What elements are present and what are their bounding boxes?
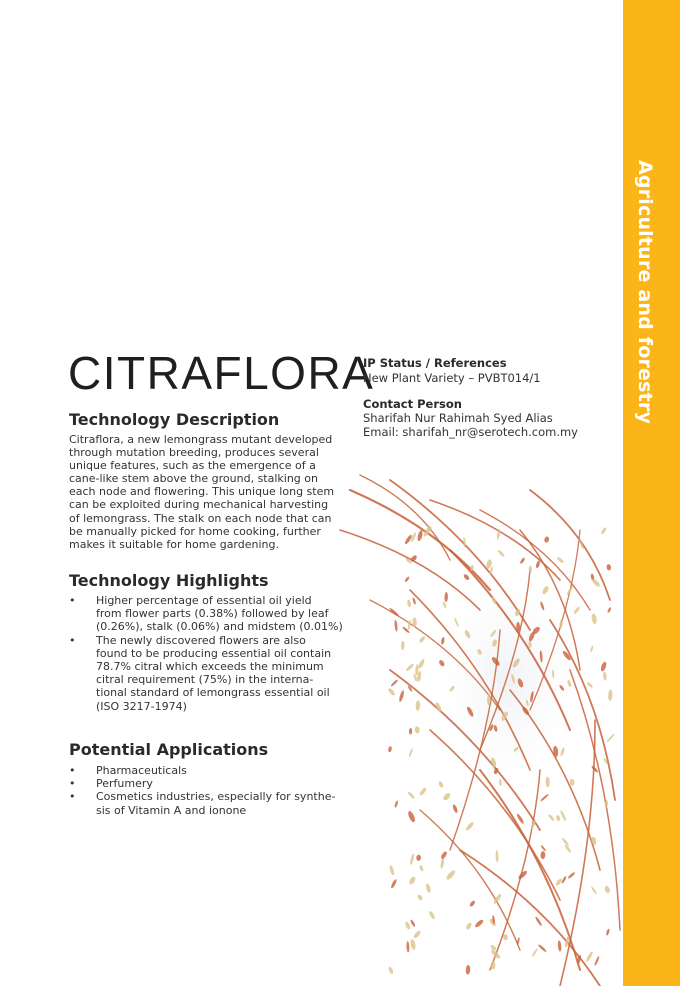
text-line: cane-like stem above the ground, stalking on [69,472,318,486]
page-title: CITRAFLORA [68,347,375,399]
applications-heading: Potential Applications [69,740,269,759]
ip-status-heading: IP Status / References [363,356,507,370]
text-line: sis of Vitamin A and ionone [96,803,247,817]
text-line: makes it suitable for home gardening. [69,537,279,551]
text-line: The newly discovered flowers are also [96,633,306,647]
list-item [69,634,339,713]
text-line: (ISO 3217-1974) [96,699,187,713]
text-line: Cosmetics industries, especially for synthe- [96,790,336,804]
text-line: found to be producing essential oil contain [96,646,332,660]
text-line: through mutation breeding, produces several [69,446,319,460]
contact-name: Sharifah Nur Rahimah Syed Alias [363,411,553,425]
text-line: Pharmaceuticals [96,764,187,777]
tech-description-heading: Technology Description [69,410,280,429]
tech-highlights-list [69,594,343,713]
bullet-icon: • [69,764,76,777]
text-line: (0.26%), stalk (0.06%) and midstem (0.01%) [96,620,343,634]
bullet-icon: • [69,790,76,804]
list-item [69,764,339,777]
applications-list [69,764,339,817]
ip-status-value: New Plant Variety – PVBT014/1 [363,371,541,385]
text-line: citral requirement (75%) in the interna- [96,673,314,687]
category-label: Agriculture and forestry [634,160,656,425]
bullet-icon: • [69,633,76,647]
contact-heading: Contact Person [363,397,462,411]
text-line: each node and flowering. This unique long stem [69,485,335,499]
contact-email: Email: sharifah_nr@serotech.com.my [363,425,578,439]
bullet-icon: • [69,777,76,791]
bullet-icon: • [69,594,76,607]
list-item [69,777,339,790]
text-line: of lemongrass. The stalk on each node that can [69,511,332,525]
text-line: can be exploited during mechanical harvesting [69,498,329,512]
text-line: unique features, such as the emergence of a [69,459,316,473]
text-line: from flower parts (0.38%) followed by leaf [96,607,329,621]
text-line: Citraflora, a new lemongrass mutant developed [69,433,333,446]
text-line: be manually picked for home cooking, further [69,524,321,538]
category-band [623,0,680,986]
text-line: tional standard of lemongrass essential oil [96,686,330,700]
list-item [69,594,343,634]
tech-highlights-heading: Technology Highlights [69,571,269,590]
text-line: Higher percentage of essential oil yield [96,594,312,607]
list-item [69,790,339,816]
text-line: 78.7% citral which exceeds the minimum [96,660,324,674]
tech-description-text [69,433,335,551]
lemongrass-plant-illustration [330,470,623,986]
text-line: Perfumery [96,777,153,791]
